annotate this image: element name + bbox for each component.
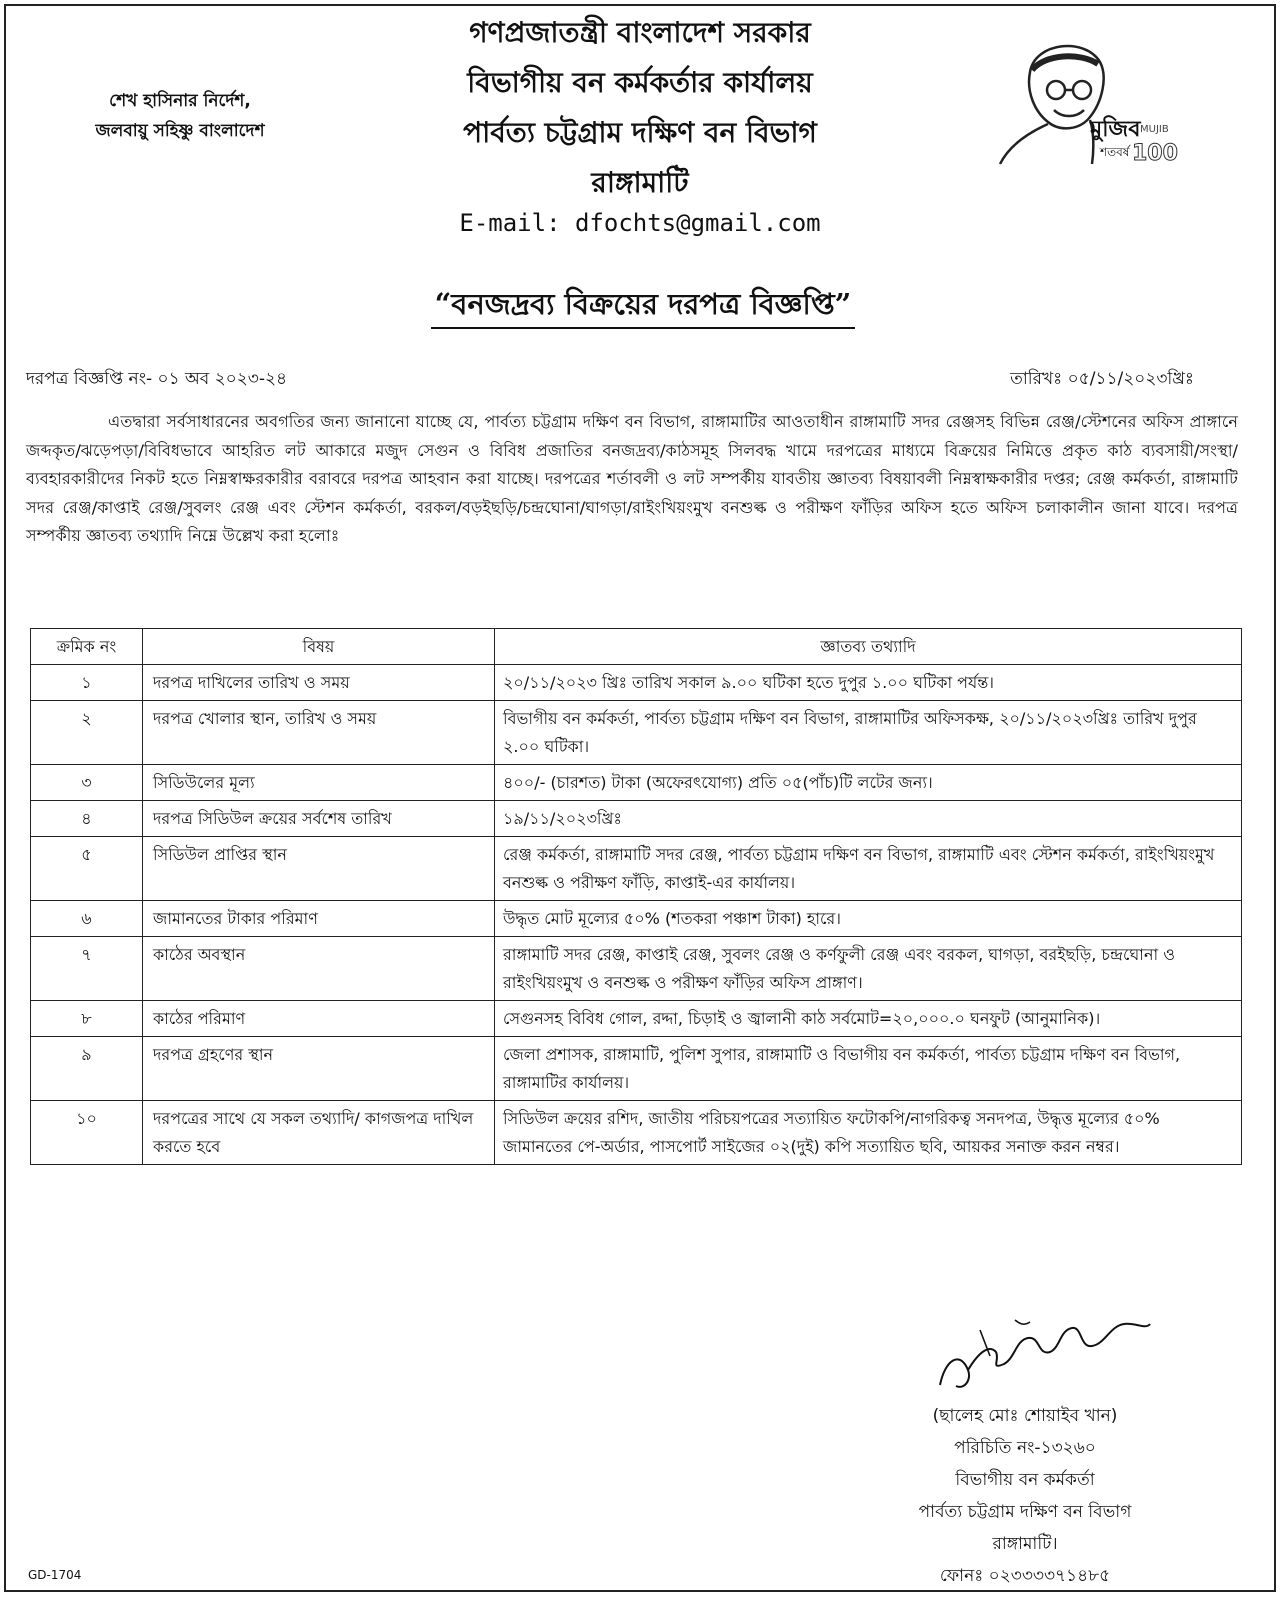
row-subject: সিডিউলের মূল্য	[143, 765, 495, 801]
row-info: ৪০০/- (চারশত) টাকা (অফেরৎযোগ্য) প্রতি ০৫(পাঁচ)টি লটের জন্য।	[495, 765, 1242, 801]
signer-designation: বিভাগীয় বন কর্মকর্তা	[955, 1470, 1095, 1490]
row-serial: ৬	[31, 901, 143, 937]
row-serial: ৭	[31, 937, 143, 1001]
row-subject: দরপত্রের সাথে যে সকল তথ্যাদি/ কাগজপত্র দাখিল করতে হবে	[143, 1101, 495, 1165]
slogan-line-1: শেখ হাসিনার নির্দেশ,	[109, 91, 251, 111]
table-row	[31, 901, 1242, 937]
mujib-100-logo	[990, 32, 1178, 168]
gd-code: GD-1704	[28, 1568, 82, 1582]
table-row	[31, 837, 1242, 901]
intro-paragraph: এতদ্বারা সর্বসাধারনের অবগতির জন্য জানানো যাচ্ছে যে, পার্বত্য চট্টগ্রাম দক্ষিণ বন বিভাগ, রাঙ্গামাটির আওতাধীন রাঙ্গামাটি সদর রেঞ্জসহ বিভিন্ন রেঞ্জ/স্টেশনের অফিস প্রাঙ্গানে জব্দকৃত/ঝড়েপড়া/বিবিধভাবে আহরিত লট আকারে মজুদ সেগুন ও বিবিধ প্রজাতির বনজদ্রব্য/কাঠসমূহ সিলবদ্ধ খামে দরপত্রের মাধ্যমে বিক্রয়ের নিমিত্তে প্রকৃত কাঠ ব্যবসায়ী/সংস্থা/ব্যবহারকারীদের নিকট হতে নিম্নস্বাক্ষরকারীর বরাবরে দরপত্র আহবান করা যাচ্ছে। দরপত্রের শর্তাবলী ও লট সম্পর্কীয় যাবতীয় জ্ঞাতব্য বিষয়াবলী নিম্নস্বাক্ষকারীর দপ্তর; রেঞ্জ কর্মকর্তা, রাঙ্গামাটি সদর রেঞ্জ/কাপ্তাই রেঞ্জ/সুবলং রেঞ্জ এবং স্টেশন কর্মকর্তা, বরকল/বড়ইছড়ি/চন্দ্রঘোনা/ঘাগড়া/রাইংখিয়ংমুখ বনশুল্ক ও পরীক্ষণ ফাঁড়ির অফিস হতে অফিস চলাকালীন জানা যাবে। দরপত্র সম্পর্কীয় জ্ঞাতব্য তথ্যাদি নিম্নে উল্লেখ করা হলোঃ	[26, 412, 1238, 545]
notice-title-text: “বনজদ্রব্য বিক্রয়ের দরপত্র বিজ্ঞপ্তি”	[431, 287, 856, 329]
row-subject: দরপত্র সিডিউল ক্রয়ের সর্বশেষ তারিখ	[143, 801, 495, 837]
signature-block	[860, 1400, 1190, 1592]
table-row	[31, 765, 1242, 801]
office-header	[330, 8, 950, 240]
logo-bangla-text: মুজিব	[1090, 116, 1141, 142]
row-info: উদ্ধৃত মোট মূল্যের ৫০% (শতকরা পঞ্চাশ টাকা) হারে।	[495, 901, 1242, 937]
row-subject: জামানতের টাকার পরিমাণ	[143, 901, 495, 937]
signer-phone: ফোনঃ ০২৩৩৩৩৭১৪৮৫	[939, 1566, 1111, 1586]
table-row	[31, 701, 1242, 765]
row-subject: সিডিউল প্রাপ্তির স্থান	[143, 837, 495, 901]
row-serial: ৯	[31, 1037, 143, 1101]
table-header-row	[31, 629, 1242, 665]
table-row	[31, 1101, 1242, 1165]
row-info: রাঙ্গামাটি সদর রেঞ্জ, কাপ্তাই রেঞ্জ, সুবলং রেঞ্জ ও কর্ণফুলী রেঞ্জ এবং বরকল, ঘাগড়া, বরইছড়ি, চন্দ্রঘোনা ও রাইংখিয়ংমুখ ও বনশুল্ক ও পরীক্ষণ ফাঁড়ির অফিস প্রাঙ্গাণ।	[495, 937, 1242, 1001]
logo-number: 100	[1132, 141, 1178, 166]
row-subject: দরপত্র গ্রহণের স্থান	[143, 1037, 495, 1101]
header-government: গণপ্রজাতন্ত্রী বাংলাদেশ সরকার	[469, 16, 811, 49]
notice-date: তারিখঃ ০৫/১১/২০২৩খ্রিঃ	[1010, 369, 1194, 389]
header-city: রাঙ্গামাটি	[591, 166, 689, 199]
tender-info-table	[30, 628, 1242, 1165]
signer-id: পরিচিতি নং-১৩২৬০	[954, 1438, 1096, 1458]
row-serial: ৫	[31, 837, 143, 901]
table-row	[31, 801, 1242, 837]
logo-sub-text: শতবর্ষ	[1100, 145, 1130, 159]
signer-division: পার্বত্য চট্টগ্রাম দক্ষিণ বন বিভাগ	[918, 1502, 1132, 1522]
row-info: জেলা প্রশাসক, রাঙ্গামাটি, পুলিশ সুপার, রাঙ্গামাটি ও বিভাগীয় বন কর্মকর্তা, পার্বত্য চট্টগ্রাম দক্ষিণ বন বিভাগ, রাঙ্গামাটির কার্যালয়।	[495, 1037, 1242, 1101]
table-row	[31, 937, 1242, 1001]
slogan-line-2: জলবায়ু সহিষ্ণু বাংলাদেশ	[95, 121, 265, 141]
row-serial: ৪	[31, 801, 143, 837]
header-email: E-mail: dfochts@gmail.com	[459, 209, 821, 237]
row-subject: কাঠের পরিমাণ	[143, 1001, 495, 1037]
notice-reference: দরপত্র বিজ্ঞপ্তি নং- ০১ অব ২০২৩-২৪	[26, 369, 288, 389]
row-serial: ৩	[31, 765, 143, 801]
notice-title	[0, 282, 1286, 331]
table-row	[31, 1037, 1242, 1101]
header-division: পার্বত্য চট্টগ্রাম দক্ষিণ বন বিভাগ	[463, 116, 817, 149]
header-info: জ্ঞাতব্য তথ্যাদি	[495, 629, 1242, 665]
row-info: রেঞ্জ কর্মকর্তা, রাঙ্গামাটি সদর রেঞ্জ, পার্বত্য চট্টগ্রাম দক্ষিণ বন বিভাগ, রাঙ্গামাটি এবং স্টেশন কর্মকর্তা, রাইংখিয়ংমুখ বনশুল্ক ও পরীক্ষণ ফাঁড়ি, কাপ্তাই-এর কার্যালয়।	[495, 837, 1242, 901]
row-serial: ২	[31, 701, 143, 765]
row-info: ২০/১১/২০২৩ খ্রিঃ তারিখ সকাল ৯.০০ ঘটিকা হতে দুপুর ১.০০ ঘটিকা পর্যন্ত।	[495, 665, 1242, 701]
header-subject: বিষয়	[143, 629, 495, 665]
row-serial: ৮	[31, 1001, 143, 1037]
row-subject: কাঠের অবস্থান	[143, 937, 495, 1001]
row-info: সিডিউল ক্রয়ের রশিদ, জাতীয় পরিচয়পত্রের সত্যায়িত ফটোকপি/নাগরিকত্ব সনদপত্র, উদ্ধৃত্ত মূল্যের ৫০% জামানতের পে-অর্ডার, পাসপোর্ট সাইজের ০২(দুই) কপি সত্যায়িত ছবি, আয়কর সনাক্ত করন নম্বর।	[495, 1101, 1242, 1165]
signer-name: (ছালেহ মোঃ শোয়াইব খান)	[932, 1406, 1118, 1426]
row-info: বিভাগীয় বন কর্মকর্তা, পার্বত্য চট্টগ্রাম দক্ষিণ বন বিভাগ, রাঙ্গামাটির অফিসকক্ষ, ২০/১১/২০২৩খ্রিঃ তারিখ দুপুর ২.০০ ঘটিকা।	[495, 701, 1242, 765]
table-row	[31, 665, 1242, 701]
row-serial: ১০	[31, 1101, 143, 1165]
row-info: সেগুনসহ বিবিধ গোল, রদ্দা, চিড়াই ও জ্বালানী কাঠ সর্বমোট=২০,০০০.০ ঘনফুট (আনুমানিক)।	[495, 1001, 1242, 1037]
table-row	[31, 1001, 1242, 1037]
row-info: ১৯/১১/২০২৩খ্রিঃ	[495, 801, 1242, 837]
slogan	[60, 86, 300, 146]
row-subject: দরপত্র দাখিলের তারিখ ও সময়	[143, 665, 495, 701]
header-office: বিভাগীয় বন কর্মকর্তার কার্যালয়	[467, 66, 813, 99]
header-serial: ক্রমিক নং	[31, 629, 143, 665]
signer-place: রাঙ্গামাটি।	[992, 1534, 1058, 1554]
row-subject: দরপত্র খোলার স্থান, তারিখ ও সময়	[143, 701, 495, 765]
handwritten-signature	[920, 1290, 1160, 1400]
logo-mujib-label: MUJIB	[1140, 124, 1169, 135]
row-serial: ১	[31, 665, 143, 701]
portrait-sketch	[1000, 46, 1104, 164]
